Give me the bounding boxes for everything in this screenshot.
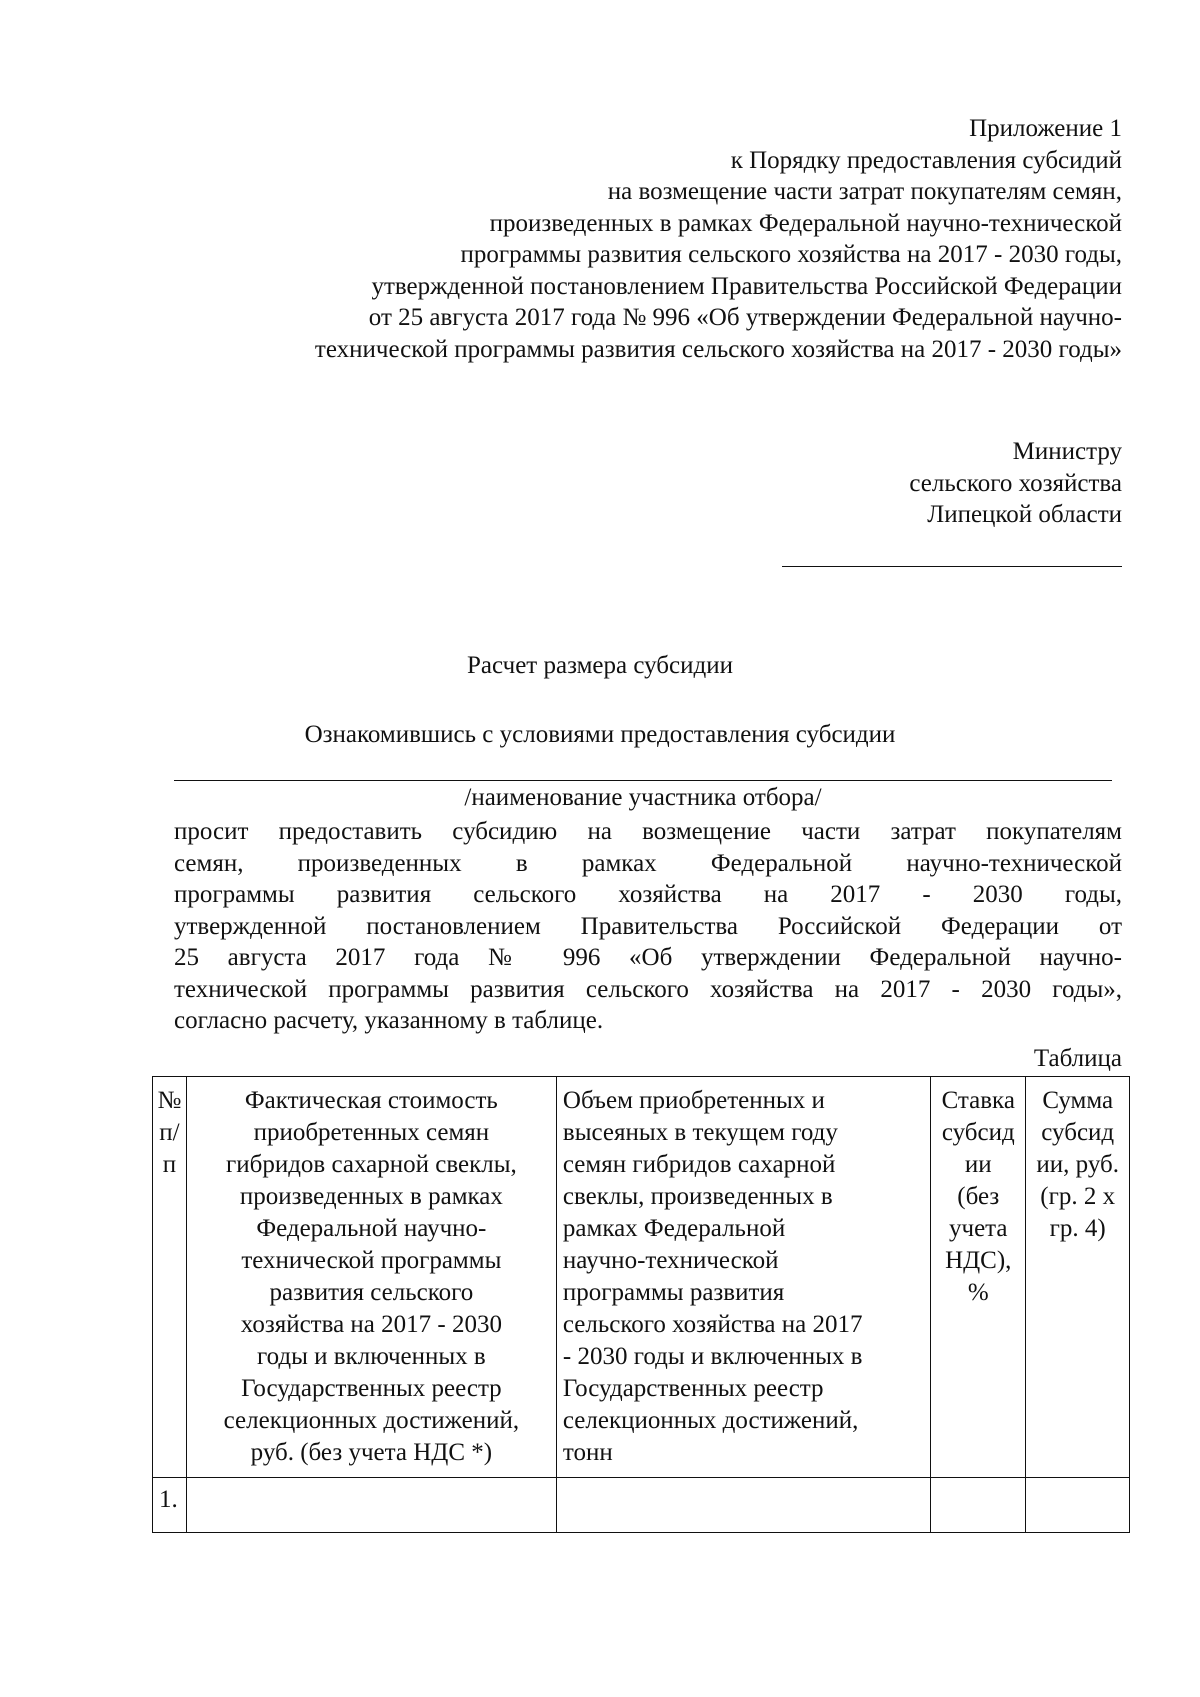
appendix-line: программы развития сельского хозяйства на 2017 - 2030 годы, <box>460 241 1122 268</box>
paragraph-line: программы развития сельского хозяйства на 2017 - 2030 годы, <box>174 881 1122 908</box>
header-line: % <box>967 1279 989 1306</box>
header-actual-cost <box>186 1077 556 1478</box>
header-line: Объем приобретенных и <box>562 1087 825 1114</box>
header-line: Государственных реестр <box>562 1375 824 1402</box>
appendix-line: технической программы развития сельского хозяйства на 2017 - 2030 годы» <box>314 335 1122 363</box>
paragraph-line: технической программы развития сельского хозяйства на 2017 - 2030 годы», <box>174 975 1122 1003</box>
header-line: Сумма <box>1042 1087 1114 1114</box>
intro-text: Ознакомившись с условиями предоставления субсидии <box>304 721 896 748</box>
header-line: тонн <box>562 1439 613 1466</box>
participant-name-blank-line <box>174 780 1112 781</box>
subsidy-calculation-table <box>152 1076 1130 1533</box>
cell-subsidy-amount[interactable] <box>1026 1478 1130 1533</box>
header-subsidy-amount <box>1026 1077 1130 1478</box>
header-volume <box>556 1077 930 1478</box>
appendix-header <box>122 113 1122 365</box>
header-subsidy-rate <box>931 1077 1026 1478</box>
paragraph-line: согласно расчету, указанному в таблице. <box>174 1007 604 1034</box>
table-row <box>153 1478 1130 1533</box>
signature-blank-line <box>782 566 1122 567</box>
header-line: произведенных в рамках <box>239 1183 503 1210</box>
cell-subsidy-rate[interactable] <box>931 1478 1026 1533</box>
table-caption: Таблица <box>1033 1045 1122 1072</box>
header-line: п/ <box>159 1119 180 1146</box>
table-header-row <box>153 1077 1130 1478</box>
paragraph-line: утвержденной постановлением Правительства Российской Федерации от <box>174 912 1122 940</box>
paragraph-line: просит предоставить субсидию на возмещение части затрат покупателям <box>174 818 1122 845</box>
appendix-line: на возмещение части затрат покупателям семян, <box>607 178 1122 205</box>
document-title: Расчет размера субсидии <box>467 652 733 679</box>
header-line: (без <box>957 1183 1000 1210</box>
header-line: руб. (без учета НДС *) <box>250 1439 493 1466</box>
header-line: Ставка <box>941 1087 1015 1114</box>
recipient-line: Липецкой области <box>927 501 1122 528</box>
header-line: семян гибридов сахарной <box>562 1151 836 1178</box>
header-line: - 2030 годы и включенных в <box>562 1343 863 1370</box>
header-line: гибридов сахарной свеклы, <box>225 1151 517 1178</box>
header-line: свеклы, произведенных в <box>562 1183 833 1210</box>
header-line: приобретенных семян <box>253 1119 490 1146</box>
header-line: сельского хозяйства на 2017 <box>562 1311 863 1338</box>
header-line: субсид <box>941 1119 1015 1146</box>
recipient-block <box>522 436 1122 531</box>
cell-volume[interactable] <box>556 1478 930 1533</box>
header-line: технической программы <box>241 1247 502 1274</box>
paragraph-line: 25 августа 2017 года № 996 «Об утверждении Федеральной научно- <box>174 944 1122 971</box>
header-line: рамках Федеральной <box>562 1215 786 1242</box>
appendix-line: к Порядку предоставления субсидий <box>730 146 1122 174</box>
header-line: высеяных в текущем году <box>562 1119 838 1146</box>
header-line: учета <box>949 1215 1008 1242</box>
header-line: годы и включенных в <box>256 1343 486 1370</box>
recipient-line: Министру <box>1012 438 1122 465</box>
header-number <box>153 1077 187 1478</box>
cell-actual-cost[interactable] <box>186 1478 556 1533</box>
appendix-line: Приложение 1 <box>969 115 1122 142</box>
header-line: № <box>157 1087 182 1114</box>
appendix-line: от 25 августа 2017 года № 996 «Об утверждении Федеральной научно- <box>368 304 1122 331</box>
cell-row-number: 1. <box>153 1478 187 1533</box>
header-line: (гр. 2 х <box>1040 1183 1116 1210</box>
header-line: хозяйства на 2017 - 2030 <box>240 1311 502 1338</box>
header-line: научно-технической <box>562 1247 779 1274</box>
request-paragraph <box>174 816 1122 1037</box>
header-line: п <box>162 1151 177 1178</box>
header-line: гр. 4) <box>1049 1215 1106 1242</box>
appendix-line: утвержденной постановлением Правительства Российской Федерации <box>371 272 1122 300</box>
appendix-line: произведенных в рамках Федеральной научно-технической <box>489 209 1122 237</box>
header-line: субсид <box>1041 1119 1115 1146</box>
header-line: селекционных достижений, <box>562 1407 859 1434</box>
header-line: развития сельского <box>269 1279 474 1306</box>
recipient-line: сельского хозяйства <box>909 469 1122 497</box>
header-line: ии <box>964 1151 992 1178</box>
header-line: программы развития <box>562 1279 785 1306</box>
header-line: ии, руб. <box>1036 1151 1119 1178</box>
header-line: Фактическая стоимость <box>244 1087 498 1114</box>
header-line: Федеральной научно- <box>256 1215 487 1242</box>
header-line: НДС), <box>945 1247 1012 1274</box>
paragraph-line: семян, произведенных в рамках Федеральной научно-технической <box>174 849 1122 877</box>
header-line: Государственных реестр <box>241 1375 502 1402</box>
participant-name-caption: /наименование участника отбора/ <box>464 784 822 811</box>
header-line: селекционных достижений, <box>223 1407 520 1434</box>
